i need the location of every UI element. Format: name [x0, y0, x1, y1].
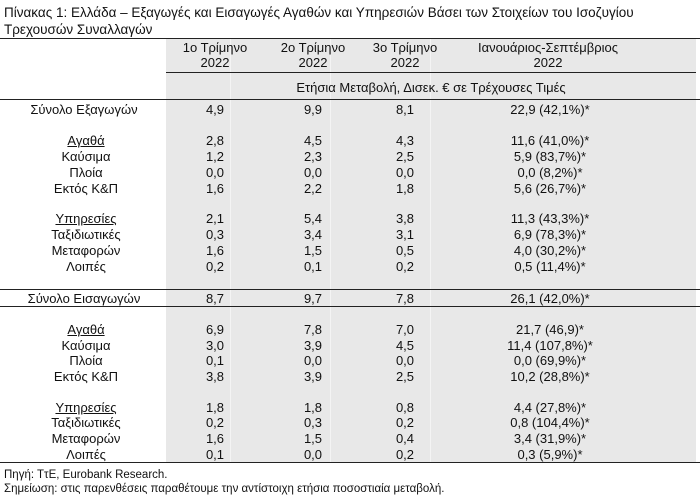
cell-q3: 4,3 [395, 133, 415, 148]
cell-q1: 1,6 [205, 431, 225, 446]
cell-q3: 0,8 [395, 400, 415, 415]
cell-q3: 0,0 [395, 165, 415, 180]
cell-q3: 3,8 [395, 211, 415, 226]
header-q1-label: 1ο Τρίμηνο [182, 40, 248, 55]
header-jan-sep-label: Ιανουάριος-Σεπτέμβριος [477, 40, 619, 55]
cell-jan-sep: 0,5 (11,4%)* [514, 259, 586, 274]
cell-q3: 0,0 [395, 353, 415, 368]
cell-q1: 3,8 [205, 369, 225, 384]
cell-q1: 1,2 [205, 149, 225, 164]
cell-q2: 3,9 [303, 338, 323, 353]
section-rule [0, 289, 700, 290]
cell-q1: 3,0 [205, 338, 225, 353]
table-row [0, 102, 700, 117]
header-q1 [170, 40, 260, 70]
table-row [0, 369, 700, 384]
cell-q1: 1,6 [205, 243, 225, 258]
cell-q2: 2,2 [303, 181, 323, 196]
header-q2-year: 2022 [298, 55, 328, 70]
row-label: Ταξιδιωτικές [51, 227, 121, 242]
cell-q1: 0,1 [205, 353, 225, 368]
cell-q1: 0,2 [205, 259, 225, 274]
row-label: Πλοία [69, 165, 103, 180]
cell-q3: 2,5 [395, 369, 415, 384]
cell-q3: 8,1 [395, 102, 415, 117]
table-row [0, 291, 700, 306]
header-q3-year: 2022 [390, 55, 420, 70]
cell-jan-sep: 0,8 (104,4%)* [510, 415, 590, 430]
cell-q1: 0,2 [205, 415, 225, 430]
cell-q2: 0,0 [303, 447, 323, 462]
row-label: Υπηρεσίες [55, 400, 117, 415]
table-row [0, 243, 700, 258]
cell-q1: 1,8 [205, 400, 225, 415]
cell-q2: 2,3 [303, 149, 323, 164]
cell-q1: 0,0 [205, 165, 225, 180]
cell-jan-sep: 11,6 (41,0%)* [510, 133, 590, 148]
row-label: Εκτός Κ&Π [53, 181, 119, 196]
cell-jan-sep: 10,2 (28,8%)* [510, 369, 590, 384]
table-row [0, 133, 700, 148]
cell-q1: 0,3 [205, 227, 225, 242]
cell-q2: 0,0 [303, 165, 323, 180]
header-q1-year: 2022 [200, 55, 230, 70]
cell-q1: 0,1 [205, 447, 225, 462]
top-rule [0, 38, 700, 39]
cell-q3: 2,5 [395, 149, 415, 164]
row-label: Σύνολο Εισαγωγών [27, 291, 141, 306]
row-label: Πλοία [69, 353, 103, 368]
row-label: Αγαθά [67, 133, 105, 148]
cell-q3: 3,1 [395, 227, 415, 242]
cell-q2: 0,3 [303, 415, 323, 430]
cell-q1: 6,9 [205, 322, 225, 337]
cell-jan-sep: 4,0 (30,2%)* [513, 243, 587, 258]
footnote: Σημείωση: στις παρενθέσεις παραθέτουμε την αντίστοιχη ετήσια ποσοστιαία μεταβολή. [4, 483, 445, 495]
cell-jan-sep: 6,9 (78,3%)* [513, 227, 587, 242]
units-rule [0, 99, 700, 100]
cell-jan-sep: 0,3 (5,9%)* [517, 447, 583, 462]
cell-q3: 0,5 [395, 243, 415, 258]
cell-q2: 9,7 [303, 291, 323, 306]
table-row [0, 165, 700, 180]
cell-jan-sep: 5,6 (26,7%)* [513, 181, 587, 196]
header-rule [166, 72, 696, 73]
cell-jan-sep: 22,9 (42,1%)* [510, 102, 590, 117]
cell-jan-sep: 26,1 (42,0%)* [510, 291, 590, 306]
table-row [0, 211, 700, 226]
row-label: Αγαθά [67, 322, 105, 337]
row-label: Λοιπές [66, 447, 106, 462]
cell-q2: 0,1 [303, 259, 323, 274]
table-row [0, 181, 700, 196]
header-q2 [268, 40, 358, 70]
cell-q2: 0,0 [303, 353, 323, 368]
cell-q3: 7,0 [395, 322, 415, 337]
cell-q2: 1,5 [303, 431, 323, 446]
cell-q2: 5,4 [303, 211, 323, 226]
header-q3 [360, 40, 450, 70]
cell-jan-sep: 21,7 (46,9)* [516, 322, 584, 337]
cell-q1: 2,1 [205, 211, 225, 226]
cell-q3: 0,4 [395, 431, 415, 446]
source-note: Πηγή: ΤτΕ, Eurobank Research. [4, 469, 168, 481]
table-row [0, 400, 700, 415]
row-label: Λοιπές [66, 259, 106, 274]
cell-q1: 1,6 [205, 181, 225, 196]
table-title: Πίνακας 1: Ελλάδα – Εξαγωγές και Εισαγωγές Αγαθών και Υπηρεσιών Βάσει των Στοιχείων του Ισοζυγίου Τρεχουσών Συναλλαγών [4, 5, 634, 37]
row-label: Καύσιμα [61, 149, 111, 164]
cell-q2: 3,9 [303, 369, 323, 384]
bottom-rule [0, 462, 700, 463]
row-label: Υπηρεσίες [55, 211, 117, 226]
row-label: Ταξιδιωτικές [51, 415, 121, 430]
cell-jan-sep: 11,4 (107,8%)* [507, 338, 593, 353]
cell-q3: 4,5 [395, 338, 415, 353]
header-jan-sep-year: 2022 [533, 55, 563, 70]
cell-q3: 0,2 [395, 447, 415, 462]
header-jan-sep [458, 40, 638, 70]
row-label: Μεταφορών [51, 431, 121, 446]
cell-jan-sep: 0,0 (8,2%)* [517, 165, 583, 180]
table-row [0, 415, 700, 430]
cell-q2: 3,4 [303, 227, 323, 242]
cell-q3: 1,8 [395, 181, 415, 196]
cell-q2: 4,5 [303, 133, 323, 148]
table-row [0, 227, 700, 242]
table-row [0, 431, 700, 446]
cell-jan-sep: 5,9 (83,7%)* [513, 149, 587, 164]
row-label: Μεταφορών [51, 243, 121, 258]
cell-q2: 1,8 [303, 400, 323, 415]
header-q2-label: 2ο Τρίμηνο [280, 40, 346, 55]
table-row [0, 353, 700, 368]
cell-q1: 2,8 [205, 133, 225, 148]
cell-jan-sep: 3,4 (31,9%)* [513, 431, 587, 446]
cell-jan-sep: 0,0 (69,9%)* [513, 353, 587, 368]
table-row [0, 149, 700, 164]
cell-q2: 9,9 [303, 102, 323, 117]
table-row [0, 259, 700, 274]
units-caption: Ετήσια Μεταβολή, Δισεκ. € σε Τρέχουσες Τιμές [296, 80, 566, 95]
row-label: Σύνολο Εξαγωγών [30, 102, 138, 117]
cell-q1: 4,9 [205, 102, 225, 117]
cell-q2: 7,8 [303, 322, 323, 337]
cell-q3: 0,2 [395, 415, 415, 430]
section-rule [0, 306, 700, 307]
cell-q3: 0,2 [395, 259, 415, 274]
cell-jan-sep: 11,3 (43,3%)* [510, 211, 590, 226]
row-label: Εκτός Κ&Π [53, 369, 119, 384]
header-q3-label: 3ο Τρίμηνο [372, 40, 438, 55]
table-row [0, 447, 700, 462]
table-row [0, 338, 700, 353]
cell-q3: 7,8 [395, 291, 415, 306]
row-label: Καύσιμα [61, 338, 111, 353]
cell-jan-sep: 4,4 (27,8%)* [513, 400, 587, 415]
table-row [0, 322, 700, 337]
cell-q1: 8,7 [205, 291, 225, 306]
cell-q2: 1,5 [303, 243, 323, 258]
